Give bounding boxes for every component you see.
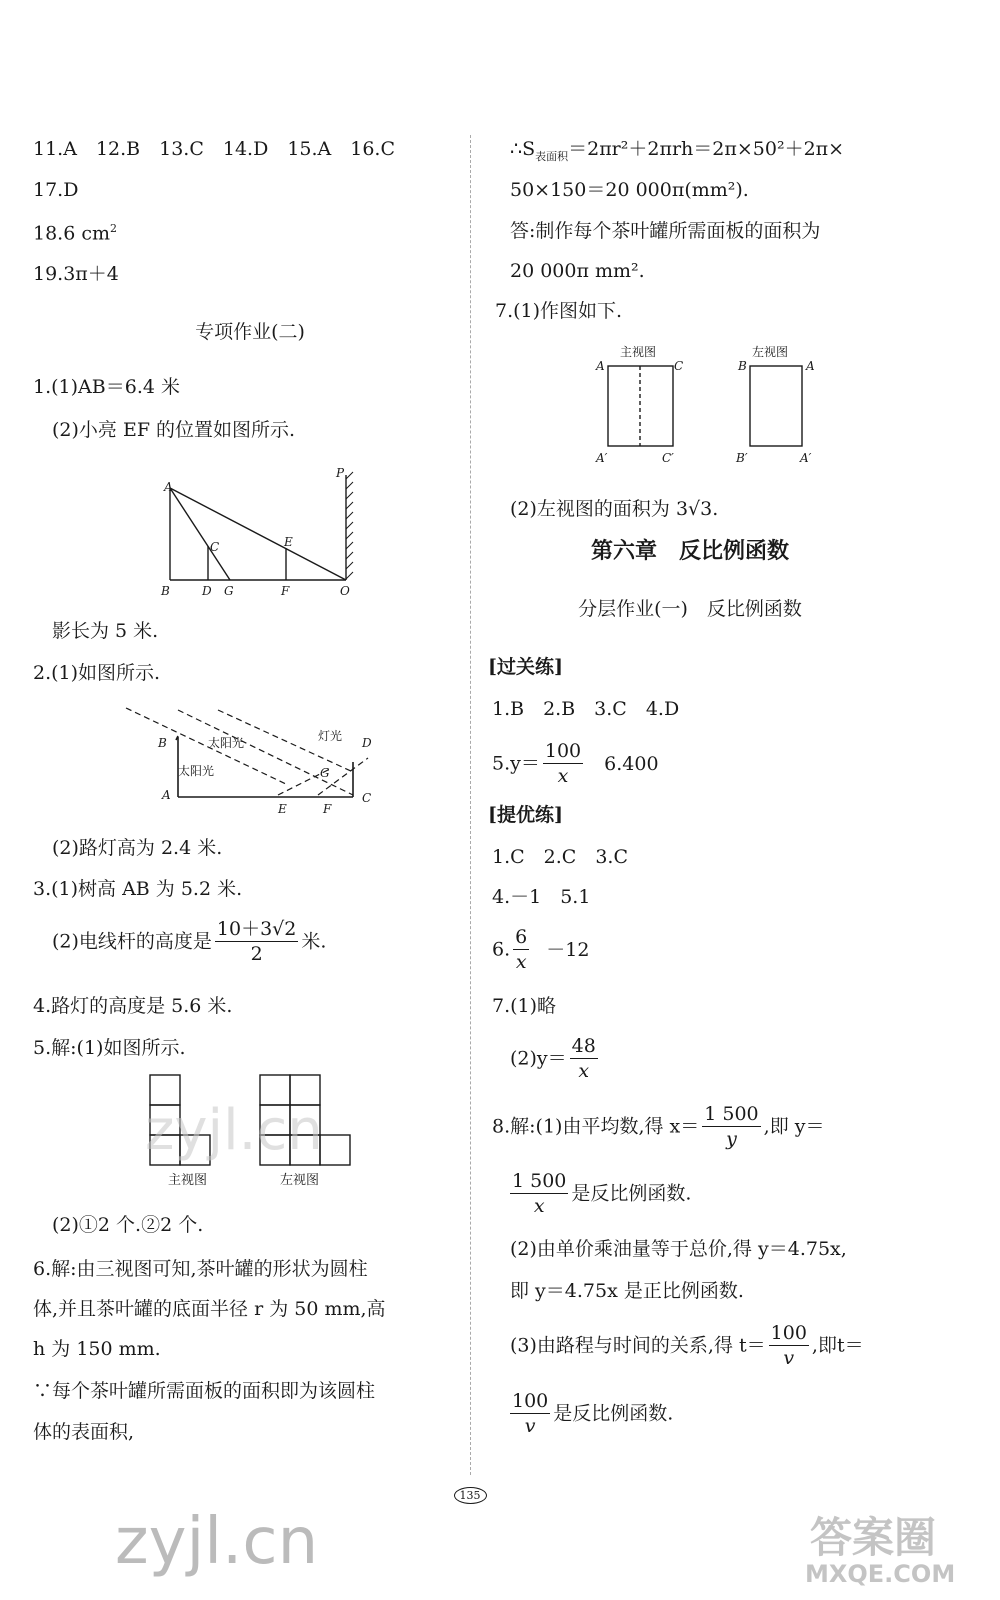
answer-line: 5.解:(1)如图所示.: [33, 1037, 186, 1059]
fraction: $\frac{100}{x}$: [544, 740, 582, 787]
label-sunlight-2: 太阳光: [178, 764, 215, 778]
chapter-title: 第六章 反比例函数: [590, 538, 789, 564]
section-heading: 专项作业(二): [195, 321, 305, 343]
answer-line: 6. $\frac{6}{x}$ －12: [492, 926, 590, 973]
answer-line: (2)电线杆的高度是 $\frac{10+3√2}{2}$ 米.: [52, 918, 327, 965]
answer-line: $\therefore S_{表面积}=2\pi r^2+2\pi rh=2\pi\times 50^2+2\pi\times$: [510, 138, 845, 163]
label-C: C: [674, 359, 684, 373]
answer-line: 6.解:由三视图可知,茶叶罐的形状为圆柱: [33, 1258, 368, 1280]
answer-line: 18.6 $cm^2$: [33, 222, 118, 245]
label-front-view: 主视图: [168, 1173, 208, 1188]
page-number: 135: [450, 1487, 490, 1504]
answer-line: (3)由路程与时间的关系,得 t＝ $\frac{100}{v}$ ,即t＝: [510, 1322, 864, 1369]
answer-line: 1.B 2.B 3.C 4.D: [492, 698, 680, 720]
figure-sunlight-lamp-diagram: [118, 700, 388, 820]
answer-line: h 为 150 mm.: [33, 1338, 161, 1360]
answer-line: 17.D: [33, 179, 79, 201]
label-B-prime: B′: [736, 451, 748, 465]
label-F: F: [281, 584, 290, 598]
fraction: $\frac{10+3√2}{2}$: [216, 918, 297, 965]
watermark: zyjl.cn: [115, 1505, 319, 1579]
label-A2: A: [806, 359, 815, 373]
answer-line: 4.路灯的高度是 5.6 米.: [33, 995, 233, 1017]
label-front-view: 主视图: [620, 345, 657, 359]
fraction: $\frac{1 500}{x}$: [512, 1170, 567, 1217]
label-G: G: [320, 766, 330, 780]
answer-line: (2)小亮 EF 的位置如图所示.: [52, 419, 296, 441]
answer-line: 答:制作每个茶叶罐所需面板的面积为: [510, 220, 821, 242]
answer-line: (2)由单价乘油量等于总价,得 y＝4.75x,: [510, 1238, 847, 1260]
answer-line: 2.(1)如图所示.: [33, 662, 161, 684]
label-B: B: [738, 359, 747, 373]
label-C: C: [362, 791, 372, 805]
label-left-view: 左视图: [280, 1173, 320, 1188]
label-D: D: [362, 736, 372, 750]
answer-line: (2)y＝ $\frac{48}{x}$: [510, 1035, 596, 1082]
watermark: zyjl.cn: [145, 1098, 323, 1163]
answer-line: (2)路灯高为 2.4 米.: [52, 837, 223, 859]
label-O: O: [340, 584, 350, 598]
section-title: 分层作业(一) 反比例函数: [578, 598, 802, 620]
label-left-view: 左视图: [752, 345, 789, 359]
fraction: $\frac{1 500}{y}$: [704, 1103, 759, 1150]
answer-line: $\frac{1 500}{x}$ 是反比例函数.: [512, 1170, 692, 1217]
tag-label: [提优练]: [488, 804, 563, 826]
answer-line: 1.(1)AB＝6.4 米: [33, 376, 180, 398]
watermark: MXQE.COM: [805, 1560, 956, 1588]
label-lamplight: 灯光: [318, 729, 343, 743]
label-C: C: [210, 540, 220, 554]
label-B: B: [161, 584, 170, 598]
figure-cylinder-views: [590, 338, 830, 470]
label-E: E: [278, 802, 287, 816]
watermark: 答案圈: [810, 1513, 937, 1562]
answer-line: 4.－1 5.1: [492, 886, 591, 908]
answer-line: 即 y＝4.75x 是正比例函数.: [510, 1280, 744, 1302]
label-D: D: [202, 584, 212, 598]
answer-line: 1.C 2.C 3.C: [492, 846, 628, 868]
answer-line: 50×150＝20 000π(mm²).: [510, 179, 749, 201]
label-F: F: [323, 802, 332, 816]
label-A-prime: A′: [596, 451, 608, 465]
answer-line: 19.3π＋4: [33, 263, 119, 285]
label-B: B: [158, 736, 167, 750]
column-divider: [470, 135, 471, 1475]
label-P: P: [336, 466, 345, 480]
label-A: A: [164, 480, 173, 494]
answer-line: $\frac{100}{v}$ 是反比例函数.: [512, 1390, 674, 1437]
answer-line: 7.(1)作图如下.: [495, 300, 623, 322]
answer-line: (2)左视图的面积为 3√3.: [510, 498, 719, 520]
label-A: A: [596, 359, 605, 373]
answer-line: 5.y＝ $\frac{100}{x}$ 6.400: [492, 740, 659, 787]
label-E: E: [284, 535, 293, 549]
tag-label: [过关练]: [488, 656, 563, 678]
fraction: $\frac{100}{v}$: [770, 1322, 807, 1369]
label-A2-prime: A′: [800, 451, 812, 465]
answer-line: 影长为 5 米.: [52, 620, 159, 642]
answer-line: 20 000π mm².: [510, 260, 645, 282]
answer-line: 体,并且茶叶罐的底面半径 r 为 50 mm,高: [33, 1298, 386, 1320]
answer-line: 11.A 12.B 13.C 14.D 15.A 16.C: [33, 138, 396, 160]
label-sunlight-1: 太阳光: [208, 736, 245, 750]
answer-line: 3.(1)树高 AB 为 5.2 米.: [33, 878, 243, 900]
answer-line: 8.解:(1)由平均数,得 x＝ $\frac{1 500}{y}$ ,即 y＝: [492, 1103, 825, 1150]
fraction: $\frac{48}{x}$: [571, 1035, 596, 1082]
answer-line: (2)①2 个.②2 个.: [52, 1214, 204, 1236]
figure-shadow-diagram: [150, 465, 365, 600]
fraction: $\frac{100}{v}$: [512, 1390, 549, 1437]
answer-line: 体的表面积,: [33, 1421, 135, 1443]
fraction: $\frac{6}{x}$: [515, 926, 528, 973]
label-C-prime: C′: [662, 451, 674, 465]
label-G: G: [224, 584, 234, 598]
answer-line: ∵每个茶叶罐所需面板的面积即为该圆柱: [33, 1380, 376, 1402]
label-A: A: [162, 788, 171, 802]
answer-line: 7.(1)略: [492, 995, 557, 1017]
